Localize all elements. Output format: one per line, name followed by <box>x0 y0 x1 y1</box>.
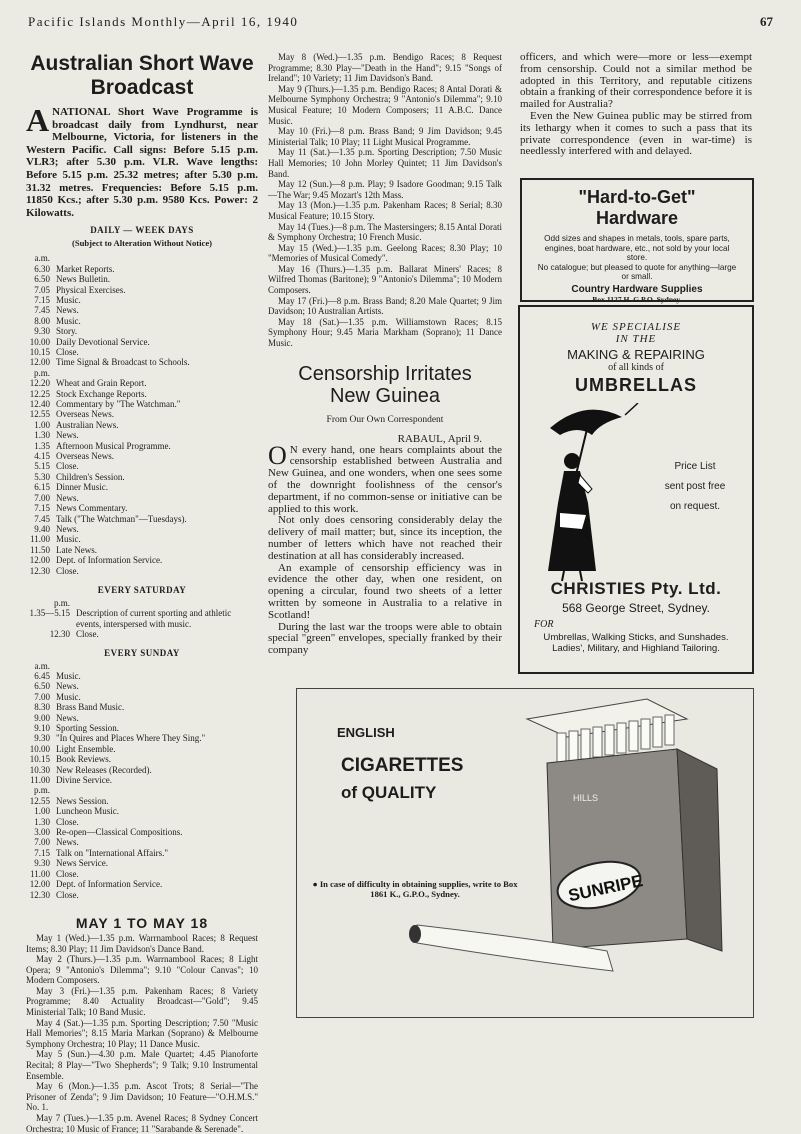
schedule-row <box>26 545 258 555</box>
daily-subheading: (Subject to Alteration Without Notice) <box>71 238 213 249</box>
schedule-row <box>26 837 258 847</box>
schedule-row <box>26 681 258 691</box>
cigarette-line3: of QUALITY <box>341 783 437 802</box>
programme-entry: May 17 (Fri.)—8 p.m. Brass Band; 8.20 Male Quartet; 9 Jim Davidson; 10 Australian Artists. <box>268 295 502 317</box>
schedule-time: 10.00 <box>29 743 50 754</box>
programme-entry: May 5 (Sun.)—4.30 p.m. Male Quartet; 4.45 Pianoforte Recital; 8 Play—"Two Shepherds"; 9 Talk; 9.10 Instrumental Ensemble. <box>26 1049 258 1081</box>
schedule-item: Dept. of Information Service. <box>56 555 163 566</box>
schedule-time: 12.00 <box>29 555 50 566</box>
schedule-time: 5.15 <box>34 461 50 472</box>
schedule-item: Dinner Music. <box>56 482 108 493</box>
schedule-time: 7.45 <box>34 513 50 524</box>
drop-cap-o: O <box>268 440 287 470</box>
umbrella-lady-illustration <box>530 403 640 583</box>
schedule-row <box>26 441 258 451</box>
schedule-time: 11.50 <box>30 544 50 555</box>
schedule-row <box>26 661 258 671</box>
schedule-row <box>26 493 258 503</box>
shortwave-title: Australian Short Wave Broadcast <box>30 52 254 99</box>
programme-entry: May 8 (Wed.)—1.35 p.m. Bendigo Races; 8 Request Programme; 8.30 Play—"Death in the Hand"; 9.15 "Songs of Ireland"; 10 Variety; 11 Jim Davidson's Band. <box>268 52 502 84</box>
schedule-time: 6.45 <box>34 670 50 681</box>
schedule-item: Close. <box>76 629 99 640</box>
schedule-row <box>26 368 258 378</box>
programme-entry: May 9 (Thurs.)—1.35 p.m. Bendigo Races; 8 Antal Dorati & Melbourne Symphony Orchestra; 9 "Antonio's Dilemma"; 9.10 Musical Feature; 10 Modern Composers; 11 A.B.C. Dance Music. <box>268 83 502 126</box>
umbrella-line3: MAKING & REPAIRING <box>567 347 705 362</box>
may-programmes-col1 <box>26 933 258 1134</box>
schedule-item: News. <box>56 430 79 441</box>
censorship-p2: Not only does censoring considerably delay the delivery of mail matter; but, since its inception, the number of letters which have not reached their destination at all has considerably increased. <box>268 514 502 562</box>
hardware-title: "Hard-to-Get" Hardware <box>578 187 696 228</box>
schedule-row <box>26 827 258 837</box>
schedule-item: Brass Band Music. <box>56 702 125 713</box>
programme-entry: May 7 (Tues.)—1.35 p.m. Avenel Races; 8 Sydney Concert Orchestra; 10 Music of France; 11 "Sarabande & Serenade". <box>26 1113 258 1134</box>
schedule-row <box>26 817 258 827</box>
programme-entry: May 12 (Sun.)—8 p.m. Play; 9 Isadore Goodman; 9.15 Talk—The War; 9.45 Mozart's 12th Mass. <box>268 179 502 200</box>
schedule-time: 1.00 <box>34 419 50 430</box>
schedule-time: 7.15 <box>34 503 50 514</box>
schedule-row <box>26 692 258 702</box>
schedule-row <box>26 566 258 576</box>
schedule-row <box>26 316 258 326</box>
schedule-time: 7.15 <box>34 847 50 858</box>
censorship-body <box>268 440 502 657</box>
programme-entry: May 11 (Sat.)—1.35 p.m. Sporting Description; 7.50 Music Hall Memories; 10 John Morley Quintet; 11 Jim Davidson's Band. <box>268 147 502 179</box>
schedule-item: Close. <box>56 889 79 900</box>
schedule-row <box>26 295 258 305</box>
schedule-time: 1.35—5.15 <box>29 608 70 619</box>
schedule-time: a.m. <box>34 660 50 671</box>
middle-column <box>268 52 502 657</box>
schedule-item: Daily Devotional Service. <box>56 336 150 347</box>
schedule-item: News. <box>56 523 79 534</box>
hardware-address: Box 1127 H. G.P.O. Sydney. <box>592 294 682 304</box>
programme-entry: May 3 (Fri.)—1.35 p.m. Pakenham Races; 8 Variety Programme; 8.40 Actuality Broadcast—"Gold"; 9.45 Ministerial Talk; 10 Band Music. <box>26 985 258 1018</box>
umbrella-price-block <box>640 457 750 517</box>
schedule-time: 6.50 <box>34 274 50 285</box>
cigarette-line2: CIGARETTES <box>341 755 464 776</box>
schedule-item: Market Reports. <box>56 263 115 274</box>
schedule-row <box>26 409 258 419</box>
schedule-row <box>26 785 258 795</box>
hardware-ad <box>520 178 754 302</box>
censorship-dateline: RABAUL, April 9. <box>397 432 482 445</box>
schedule-time: 9.30 <box>34 858 50 869</box>
schedule-time: 9.30 <box>34 326 50 337</box>
schedule-time: 11.00 <box>30 775 50 786</box>
umbrella-line1: WE SPECIALISE <box>590 321 682 333</box>
schedule-item: News. <box>56 712 79 723</box>
schedule-time: a.m. <box>34 253 50 264</box>
schedule-row <box>26 357 258 367</box>
schedule-item: Children's Session. <box>56 471 125 482</box>
schedule-item: Music. <box>56 294 81 305</box>
cigarette-pack-illustration <box>377 689 753 1015</box>
schedule-time: p.m. <box>33 785 50 796</box>
schedule-time: 1.00 <box>34 806 50 817</box>
programme-entry: May 15 (Wed.)—1.35 p.m. Geelong Races; 8.30 Play; 10 "Memories of Musical Comedy". <box>268 242 502 264</box>
schedule-item: Close. <box>56 816 79 827</box>
censorship-title: Censorship Irritates New Guinea <box>298 362 472 407</box>
censorship-p4: During the last war the troops were able to obtain special "green" envelopes, specially franked by their company <box>268 620 502 657</box>
schedule-row <box>26 848 258 858</box>
schedule-row <box>26 472 258 482</box>
schedule-item: Dept. of Information Service. <box>56 879 163 890</box>
censorship-p1: N every hand, one hears complaints about the censorship established between Australia and New Guinea, and one wonders, when one sees some of the downright foolishness of the censor's department, if no common-sense or initiative can be applied to this work. <box>268 443 502 515</box>
schedule-row <box>26 534 258 544</box>
umbrella-address: 568 George Street, Sydney. <box>562 601 710 615</box>
sunday-schedule <box>26 661 258 900</box>
umbrella-line4: of all kinds of <box>608 362 664 373</box>
schedule-time: 12.20 <box>29 378 50 389</box>
shortwave-lead <box>26 102 258 219</box>
schedule-item: Re-open—Classical Compositions. <box>56 827 183 838</box>
schedule-row <box>26 514 258 524</box>
schedule-row <box>26 274 258 284</box>
schedule-row <box>26 253 258 263</box>
pack-label: HILLS <box>573 793 599 803</box>
schedule-row <box>26 389 258 399</box>
schedule-item: Sporting Session. <box>56 723 120 733</box>
drop-cap: A <box>26 102 50 138</box>
schedule-time: 6.30 <box>34 263 50 274</box>
schedule-row <box>26 713 258 723</box>
schedule-item: Afternoon Musical Programme. <box>56 440 171 451</box>
sunday-heading: EVERY SUNDAY <box>104 647 180 658</box>
schedule-row <box>26 555 258 565</box>
schedule-time: 12.30 <box>49 629 70 640</box>
schedule-time: 9.30 <box>34 733 50 744</box>
schedule-row <box>26 796 258 806</box>
schedule-item: Talk ("The Watchman"—Tuesdays). <box>56 513 187 524</box>
schedule-item: News Service. <box>56 858 108 869</box>
schedule-item: Light Ensemble. <box>56 743 116 754</box>
page-header <box>28 14 773 36</box>
cigarette-line1: ENGLISH <box>337 725 395 740</box>
programme-entry: May 13 (Mon.)—1.35 p.m. Pakenham Races; 8 Serial; 8.30 Musical Feature; 10.15 Story. <box>268 200 502 221</box>
schedule-row <box>26 524 258 534</box>
schedule-row <box>26 744 258 754</box>
schedule-time: 12.55 <box>29 409 50 420</box>
page-number: 67 <box>760 14 773 29</box>
programme-entry: May 1 (Wed.)—1.35 p.m. Warrnambool Races; 8 Request Items; 8.30 Play; 11 Jim Davidson's Dance Band. <box>26 932 258 954</box>
schedule-time: 10.00 <box>29 336 50 347</box>
censorship-continued <box>520 52 752 158</box>
schedule-row <box>26 430 258 440</box>
umbrella-price3: on request. <box>669 501 721 512</box>
daily-schedule <box>26 253 258 576</box>
schedule-item: Close. <box>56 461 79 472</box>
schedule-row <box>26 503 258 513</box>
cigarette-note: ● In case of difficulty in obtaining supplies, write to Box 1861 K., G.P.O., Sydney. <box>312 879 518 899</box>
censorship-byline: From Our Own Correspondent <box>326 414 444 425</box>
schedule-item: "In Quires and Places Where They Sing." <box>56 733 206 744</box>
cigarette-note-text: In case of difficulty in obtaining supplies, write to Box 1861 K., G.P.O., Sydney. <box>319 879 518 899</box>
schedule-time: 11.00 <box>30 534 50 545</box>
schedule-row <box>26 326 258 336</box>
schedule-row <box>26 879 258 889</box>
schedule-time: 11.00 <box>30 868 50 879</box>
schedule-time: 1.30 <box>34 430 50 441</box>
schedule-time: 8.30 <box>34 702 50 713</box>
schedule-item: Music. <box>56 670 81 681</box>
schedule-time: 12.00 <box>29 879 50 890</box>
schedule-item: Music. <box>56 691 81 702</box>
schedule-row <box>26 869 258 879</box>
schedule-item: Australian News. <box>56 419 119 430</box>
schedule-item: News Commentary. <box>56 503 128 514</box>
saturday-schedule <box>26 598 258 640</box>
schedule-item: Close. <box>56 868 79 879</box>
schedule-item: News. <box>56 492 79 503</box>
schedule-row <box>26 629 258 639</box>
programme-entry: May 6 (Mon.)—1.35 p.m. Ascot Trots; 8 Serial—"The Prisoner of Zenda"; 9 Jim Davidson; 10 Feature—"O.H.M.S." No. 1. <box>26 1081 258 1113</box>
programme-entry: May 14 (Tues.)—8 p.m. The Mastersingers; 8.15 Antal Dorati & Symphony Orchestra; 10 French Music. <box>268 221 502 243</box>
schedule-row <box>26 378 258 388</box>
schedule-item: News Session. <box>56 795 109 806</box>
schedule-time: 7.00 <box>34 691 50 702</box>
schedule-time: 12.30 <box>29 889 50 900</box>
schedule-row <box>26 775 258 785</box>
schedule-row <box>26 806 258 816</box>
schedule-item: New Releases (Recorded). <box>56 764 152 775</box>
schedule-time: 1.30 <box>34 816 50 827</box>
schedule-item: News Bulletin. <box>56 274 110 285</box>
schedule-item <box>56 253 258 263</box>
schedule-time: 7.45 <box>34 305 50 316</box>
schedule-time: 10.30 <box>29 764 50 775</box>
schedule-row <box>26 754 258 764</box>
schedule-time: 7.15 <box>34 294 50 305</box>
schedule-time: 9.10 <box>34 723 50 733</box>
hardware-body2: No catalogue; but pleased to quote for anything—large or small. <box>537 262 737 282</box>
programme-entry: May 16 (Thurs.)—1.35 p.m. Ballarat Miners' Races; 8 Wilfred Thomas (Baritone); 9 "Antonio's Dilemma"; 10 Modern Composers. <box>268 263 502 296</box>
schedule-row <box>26 598 258 608</box>
schedule-time: 9.40 <box>34 523 50 534</box>
schedule-time: 6.15 <box>34 482 50 493</box>
schedule-row <box>26 702 258 712</box>
schedule-row <box>26 285 258 295</box>
schedule-item <box>76 598 258 608</box>
shortwave-article <box>26 52 258 1134</box>
umbrella-line2: IN THE <box>615 333 657 345</box>
schedule-item <box>56 785 258 795</box>
schedule-row <box>26 461 258 471</box>
schedule-time: 1.35 <box>34 440 50 451</box>
schedule-time: 6.50 <box>34 681 50 692</box>
schedule-time: 12.55 <box>29 795 50 806</box>
brand-label: SUNRIPE <box>566 871 645 906</box>
schedule-row <box>26 420 258 430</box>
umbrella-items: Umbrellas, Walking Sticks, and Sunshades. Ladies', Military, and Highland Tailoring. <box>543 632 729 654</box>
schedule-time: 3.00 <box>34 827 50 838</box>
schedule-item <box>56 368 258 378</box>
schedule-item: Close. <box>56 565 79 576</box>
umbrella-company: CHRISTIES Pty. Ltd. <box>550 579 722 598</box>
censorship-p6: Even the New Guinea public may be stirred from its lethargy when it comes to such a pass that its private correspondence (even in war-time) is needlessly interfered with and delayed. <box>520 109 752 158</box>
schedule-item: Description of current sporting and athletic events, interspersed with music. <box>76 608 232 629</box>
schedule-item: Wheat and Grain Report. <box>56 378 147 389</box>
schedule-item: Stock Exchange Reports. <box>56 388 147 399</box>
schedule-item: Close. <box>56 347 79 357</box>
schedule-time: 12.00 <box>29 357 50 368</box>
schedule-item: Music. <box>56 315 81 326</box>
schedule-time: 4.15 <box>34 451 50 462</box>
schedule-time: 12.25 <box>29 388 50 399</box>
umbrella-for: FOR <box>534 619 554 630</box>
schedule-item: Story. <box>56 326 78 337</box>
programme-entry: May 10 (Fri.)—8 p.m. Brass Band; 9 Jim Davidson; 9.45 Ministerial Talk; 10 Play; 11 Light Musical Programme. <box>268 126 502 147</box>
schedule-time: 12.40 <box>29 399 50 410</box>
programme-entry: May 2 (Thurs.)—1.35 p.m. Warrnambool Races; 8 Light Opera; 9 "Antonio's Dilemma"; 9.10 "Colour Canvas"; 10 Modern Composers. <box>26 954 258 986</box>
hardware-body: Odd sizes and shapes in metals, tools, spare parts, engines, boat hardware, etc., not sold by your local store. <box>544 234 730 263</box>
schedule-row <box>26 264 258 274</box>
schedule-row <box>26 399 258 409</box>
saturday-heading: EVERY SATURDAY <box>97 584 187 595</box>
may-heading: MAY 1 TO MAY 18 <box>75 914 209 931</box>
schedule-item: News. <box>56 681 79 692</box>
schedule-row <box>26 858 258 868</box>
daily-heading: DAILY — WEEK DAYS <box>90 225 194 236</box>
schedule-row <box>26 723 258 733</box>
programme-entry: May 18 (Sat.)—1.35 p.m. Williamstown Races; 8.15 Symphony Hour; 9.45 Maria Markham (Soprano); 11 Dance Music. <box>268 316 502 349</box>
schedule-row <box>26 671 258 681</box>
schedule-row <box>26 482 258 492</box>
schedule-time: 7.00 <box>34 492 50 503</box>
shortwave-lead-text: NATIONAL Short Wave Programme is broadcast daily from Lyndhurst, near Melbourne, Victoria, for listeners in the Western Pacific. Call signs: Before 5.15 p.m. VLR3; after 5.30 p.m. VLR. Wave lengths: Before 5.15 p.m. 25.32 metres; after 5.30 p.m. 31.32 metres. Frequencies: Before 5.15 p.m. 11850 Kcs.; after 5.30 p.m. 9580 Kcs. Power: 2 Kilowatts. <box>26 106 258 219</box>
schedule-item: Late News. <box>56 544 97 555</box>
schedule-time: 9.00 <box>34 712 50 723</box>
schedule-time: 5.30 <box>34 471 50 482</box>
schedule-item: Book Reviews. <box>56 754 111 765</box>
schedule-item: Time Signal & Broadcast to Schools. <box>56 357 190 368</box>
schedule-time: 7.05 <box>34 284 50 295</box>
schedule-time: 7.00 <box>34 837 50 848</box>
schedule-row <box>26 347 258 357</box>
schedule-item: News. <box>56 837 79 848</box>
schedule-time: 10.15 <box>29 754 50 765</box>
schedule-row <box>26 733 258 743</box>
umbrella-price2: sent post free <box>664 481 726 492</box>
schedule-item: Overseas News. <box>56 409 114 420</box>
schedule-row <box>26 765 258 775</box>
umbrella-price1: Price List <box>674 461 716 472</box>
schedule-row <box>26 608 258 629</box>
schedule-item: Talk on "International Affairs." <box>56 847 169 858</box>
umbrella-ad <box>518 305 754 674</box>
schedule-item: Divine Service. <box>56 775 112 786</box>
hardware-company: Country Hardware Supplies <box>571 283 703 295</box>
schedule-time: 8.00 <box>34 315 50 326</box>
may-programmes-col2 <box>268 52 502 349</box>
schedule-row <box>26 890 258 900</box>
schedule-time: p.m. <box>33 367 50 378</box>
programme-entry: May 4 (Sat.)—1.35 p.m. Sporting Description; 7.50 "Music Hall Memories"; 8.15 Maria Markan (Soprano) & Melbourne Symphony Orchestra; 10 Play; 11 Dance Music. <box>26 1017 258 1049</box>
schedule-item: Physical Exercises. <box>56 284 126 295</box>
schedule-item: Music. <box>56 534 81 545</box>
cigarette-ad <box>296 688 754 1018</box>
schedule-row <box>26 305 258 315</box>
schedule-row <box>26 451 258 461</box>
schedule-item: Commentary by "The Watchman." <box>56 399 181 410</box>
schedule-item: Luncheon Music. <box>56 806 119 817</box>
schedule-item <box>56 661 258 671</box>
schedule-item: News. <box>56 305 79 316</box>
schedule-time: p.m. <box>53 597 70 608</box>
censorship-p3: An example of censorship efficiency was in evidence the other day, when one resident, on opening a circular, found two sheets of a letter written by someone in Australia to a relative in Scotland! <box>268 561 502 621</box>
schedule-row <box>26 337 258 347</box>
schedule-time: 10.15 <box>29 347 50 357</box>
running-title: Pacific Islands Monthly—April 16, 1940 <box>28 14 299 29</box>
schedule-item: Overseas News. <box>56 451 114 462</box>
censorship-p5: officers, and which were—more or less—exempt from censorship. Could not a similar method be adopted in this Territory, and reputable citizens obtain a franking of their correspondence before it is mailed for Australia? <box>520 51 752 111</box>
umbrella-line5: UMBRELLAS <box>575 375 697 395</box>
schedule-time: 12.30 <box>29 565 50 576</box>
